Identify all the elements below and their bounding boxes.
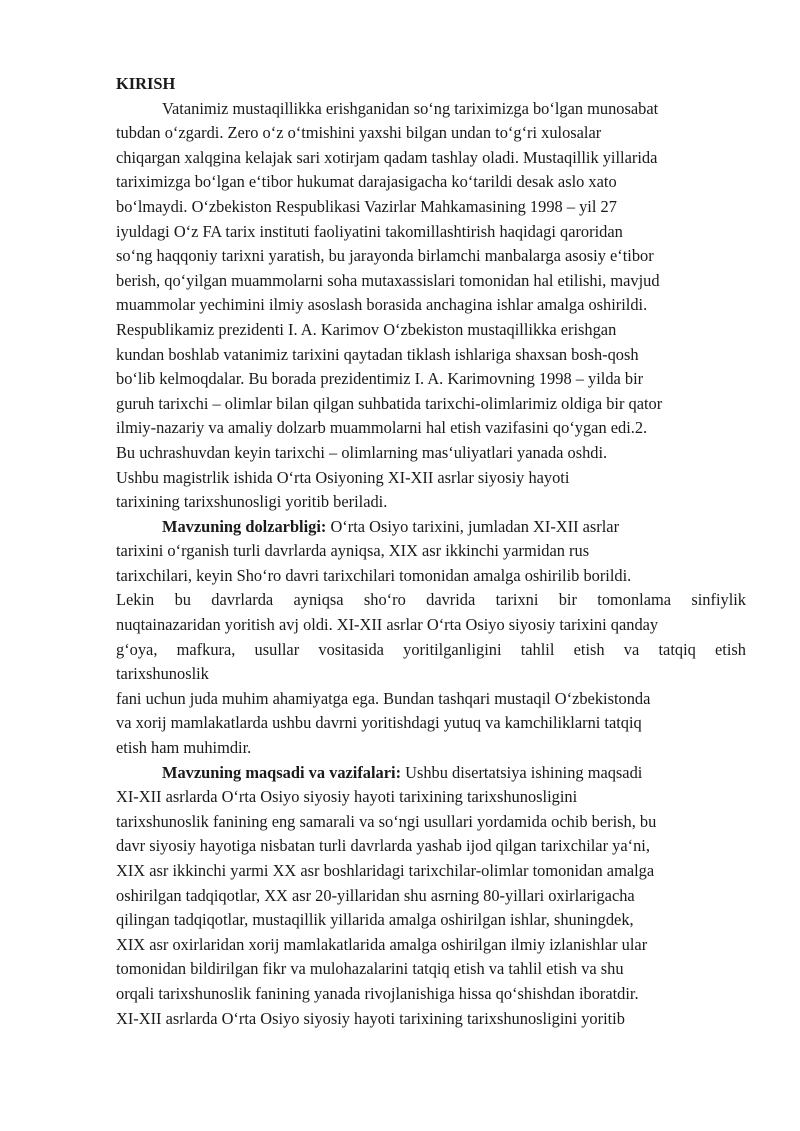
text-line: XI-XII asrlarda O‘rta Osiyo siyosiy hayoti tarixining tarixshunosligini yoritib xyxy=(116,1008,625,1028)
text-line: XIX asr oxirlaridan xorij mamlakatlarida amalga oshirilgan ilmiy izlanishlar ular xyxy=(116,934,648,954)
text-line: kundan boshlab vatanimiz tarixini qaytadan tiklash ishlariga shaxsan bosh-qosh xyxy=(116,344,639,364)
text-line: XI-XII asrlarda O‘rta Osiyo siyosiy hayoti tarixining tarixshunosligini xyxy=(116,787,578,807)
text-line: bo‘lmaydi. O‘zbekiston Respublikasi Vazirlar Mahkamasining 1998 – yil 27 xyxy=(116,196,617,216)
goals-label: Mavzuning maqsadi va vazifalari: xyxy=(162,762,402,782)
text-line: tarixining tarixshunosligi yoritib beriladi. xyxy=(116,492,388,512)
goals-paragraph xyxy=(116,761,746,1032)
text-line: oshirilgan tadqiqotlar, XX asr 20-yillaridan shu asrning 80-yillari oxirlarigacha xyxy=(116,885,635,905)
text-line: g‘oya, mafkura, usullar vositasida yoritilganligini tahlil etish va tatqiq etish xyxy=(116,639,746,659)
text-line: fani uchun juda muhim ahamiyatga ega. Bundan tashqari mustaqil O‘zbekistonda xyxy=(116,688,651,708)
text-line: nuqtainazaridan yoritish avj oldi. XI-XII asrlar O‘rta Osiyo siyosiy tarixini qanday xyxy=(116,615,659,635)
text-line: orqali tarixshunoslik fanining yanada rivojlanishiga hissa qo‘shishdan iboratdir. xyxy=(116,983,639,1003)
text-line xyxy=(116,515,746,540)
text-line: Vatanimiz mustaqillikka erishganidan so‘ng tariximizga bo‘lgan munosabat xyxy=(162,98,659,118)
text-line: ilmiy-nazariy va amaliy dolzarb muammolarni hal etish vazifasini qo‘ygan edi.2. xyxy=(116,418,648,438)
text-line: Bu uchrashuvdan keyin tarixchi – olimlarning mas‘uliyatlari yanada oshdi. xyxy=(116,442,608,462)
text-line: tubdan o‘zgardi. Zero o‘z o‘tmishini yaxshi bilgan undan to‘g‘ri xulosalar xyxy=(116,123,602,143)
text-line: guruh tarixchi – olimlar bilan qilgan suhbatida tarixchi-olimlarimiz oldiga bir qator xyxy=(116,393,663,413)
section-heading: KIRISH xyxy=(116,74,176,93)
text-line: va xorij mamlakatlarda ushbu davrni yoritishdagi yutuq va kamchiliklarni tatqiq xyxy=(116,713,642,733)
text-fragment: O‘rta Osiyo tarixini, jumladan XI-XII asrlar xyxy=(326,516,620,536)
text-line: bo‘lib kelmoqdalar. Bu borada prezidentimiz I. A. Karimovning 1998 – yilda bir xyxy=(116,369,644,389)
text-line: muammolar yechimini ilmiy asoslash borasida anchagina ishlar amalga oshirildi. xyxy=(116,295,648,315)
text-line: Lekin bu davrlarda ayniqsa sho‘ro davrida tarixni bir tomonlama sinfiylik xyxy=(116,590,746,610)
text-line: chiqargan xalqgina kelajak sari xotirjam qadam tashlay oladi. Mustaqillik yillarida xyxy=(116,147,658,167)
relevance-label: Mavzuning dolzarbligi: xyxy=(162,516,327,536)
text-fragment: Ushbu disertatsiya ishining maqsadi xyxy=(401,762,643,782)
text-line: Ushbu magistrlik ishida O‘rta Osiyoning XI-XII asrlar siyosiy hayoti xyxy=(116,467,570,487)
relevance-paragraph xyxy=(116,515,746,761)
text-line: tarixshunoslik xyxy=(116,664,209,684)
text-line: so‘ng haqqoniy tarixni yaratish, bu jarayonda birlamchi manbalarga asosiy e‘tibor xyxy=(116,246,654,266)
text-line: davr siyosiy hayotiga nisbatan turli davrlarda yashab ijod qilgan tarixchilar ya‘ni, xyxy=(116,836,650,856)
text-line: iyuldagi O‘z FA tarix instituti faoliyatini takomillashtirish haqidagi qaroridan xyxy=(116,221,623,241)
text-line: etish ham muhimdir. xyxy=(116,738,252,758)
text-line: Respublikamiz prezidenti I. A. Karimov O‘zbekiston mustaqillikka erishgan xyxy=(116,319,617,339)
text-line: tarixini o‘rganish turli davrlarda ayniqsa, XIX asr ikkinchi yarmidan rus xyxy=(116,541,590,561)
document-page xyxy=(116,70,746,1031)
text-line: tariximizga bo‘lgan e‘tibor hukumat darajasigacha ko‘tarildi desak aslo xato xyxy=(116,172,617,192)
text-line: tomonidan bildirilgan fikr va mulohazalarini tatqiq etish va tahlil etish va shu xyxy=(116,959,624,979)
text-line xyxy=(116,761,746,786)
text-line: qilingan tadqiqotlar, mustaqillik yillarida amalga oshirilgan ishlar, shuningdek, xyxy=(116,910,634,930)
text-line: tarixchilari, keyin Sho‘ro davri tarixchilari tomonidan amalga oshirilib borildi. xyxy=(116,565,632,585)
intro-paragraph xyxy=(116,97,746,515)
text-line: XIX asr ikkinchi yarmi XX asr boshlaridagi tarixchilar-olimlar tomonidan amalga xyxy=(116,861,655,880)
text-line: tarixshunoslik fanining eng samarali va so‘ngi usullari yordamida ochib berish, bu xyxy=(116,811,657,831)
text-line: berish, qo‘yilgan muammolarni soha mutaxassislari tomonidan hal etilishi, mavjud xyxy=(116,270,660,290)
